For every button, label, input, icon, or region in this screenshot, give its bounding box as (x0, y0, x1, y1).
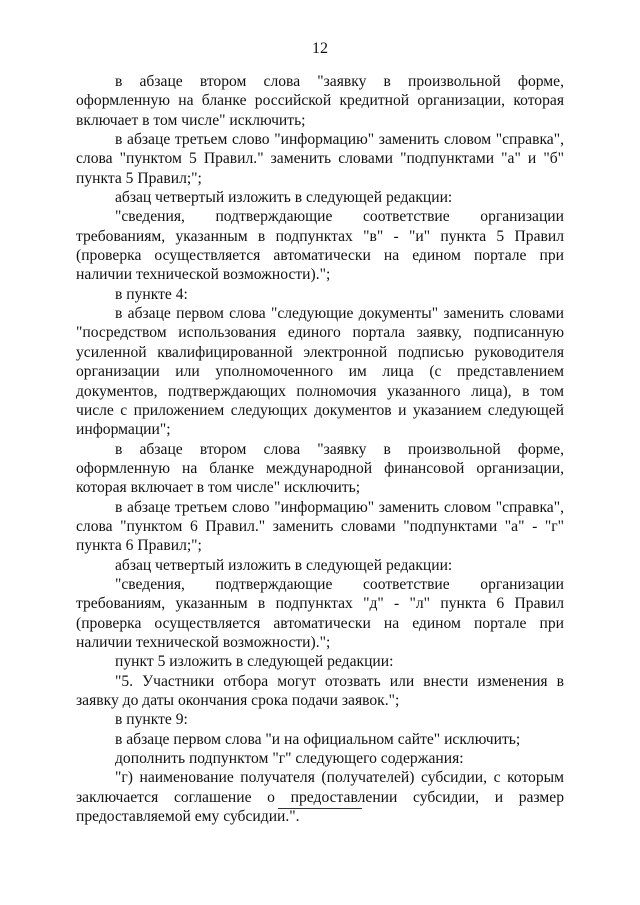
paragraph-7: в абзаце втором слова "заявку в произвольной форме, оформленную на бланке международной финансовой организации, которая включает в том числе" исключить; (76, 440, 564, 497)
paragraph-5: в пункте 4: (115, 285, 188, 303)
paragraph-2: в абзаце третьем слово "информацию" заменить словом "справка", слова "пунктом 5 Правил." заменить словами "подпунктами "а" и "б" пункта 5 Правил;"; (76, 131, 564, 187)
paragraph-9: абзац четвертый изложить в следующей редакции: (115, 556, 453, 574)
paragraph-8: в абзаце третьем слово "информацию" заменить словом "справка", слова "пунктом 6 Правил." заменить словами "подпунктами "а" - "г" пункта 6 Правил;"; (76, 498, 564, 555)
paragraph-3: абзац четвертый изложить в следующей редакции: (115, 189, 453, 207)
paragraph-11: пункт 5 изложить в следующей редакции: (115, 653, 394, 671)
end-of-text-rule (278, 808, 362, 809)
paragraph-15: дополнить подпунктом "г" следующего содержания: (115, 750, 464, 768)
paragraph-1: в абзаце втором слова "заявку в произвольной форме, оформленную на бланке российской кредитной организации, которая включает в том числе" исключить; (76, 73, 564, 129)
document-body (76, 72, 564, 826)
paragraph-4: "сведения, подтверждающие соответствие организации требованиям, указанным в подпунктах "в" - "и" пункта 5 Правил (проверка осуществляется автоматически на едином портале при наличии технической возможности)."; (76, 208, 564, 284)
paragraph-14: в абзаце первом слова "и на официальном сайте" исключить; (115, 730, 521, 748)
paragraph-12: "5. Участники отбора могут отозвать или внести изменения в заявку до даты окончания срока подачи заявок."; (76, 672, 564, 709)
paragraph-16: "г) наименование получателя (получателей) субсидии, с которым заключается соглашение о предоставлении субсидии, и размер предоставляемой ему субсидии.". (76, 769, 564, 826)
paragraph-10: "сведения, подтверждающие соответствие организации требованиям, указанным в подпунктах "д" - "л" пункта 6 Правил (проверка осуществляется автоматически на едином портале при наличии технической возможности)."; (76, 575, 564, 651)
paragraph-13: в пункте 9: (115, 711, 188, 729)
paragraph-6: в абзаце первом слова "следующие документы" заменить словами "посредством использования единого портала заявку, подписанную усиленной квалифицированной электронной подписью руководителя организации или уполномоченного им лица (с представлением документов, подтверждающих полномочия указанного лица), в том числе с приложением следующих документов и указанием следующей информации"; (76, 305, 564, 439)
page-number: 12 (312, 40, 328, 57)
